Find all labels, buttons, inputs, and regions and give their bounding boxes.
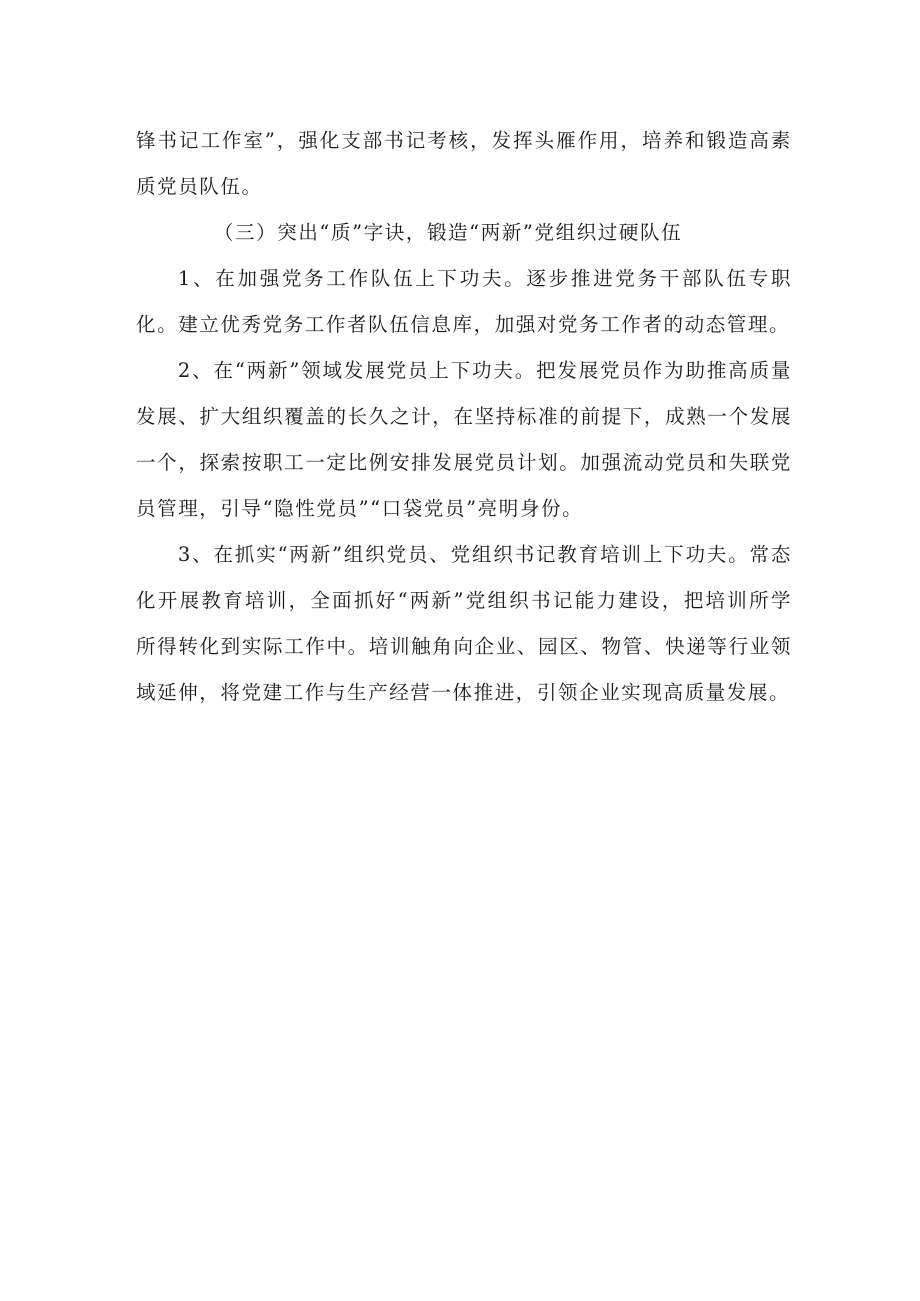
section-heading-three: （三）突出“质”字诀，锻造“两新”党组织过硬队伍 — [213, 221, 683, 244]
document-body — [136, 118, 792, 716]
item-paragraph-2: 2、在“两新”领域发展党员上下功夫。把发展党员作为助推高质量发展、扩大组织覆盖的长久之计，在坚持标准的前提下，成熟一个发展一个，探索按职工一定比例安排发展党员计划。加强流动党员和失联党员管理，引导“隐性党员”“口袋党员”亮明身份。 — [136, 359, 792, 520]
item-paragraph-1: 1、在加强党务工作队伍上下功夫。逐步推进党务干部队伍专职化。建立优秀党务工作者队伍信息库，加强对党务工作者的动态管理。 — [136, 267, 792, 336]
item-paragraph-3: 3、在抓实“两新”组织党员、党组织书记教育培训上下功夫。常态化开展教育培训，全面抓好“两新”党组织书记能力建设，把培训所学所得转化到实际工作中。培训触角向企业、园区、物管、快递等行业领域延伸，将党建工作与生产经营一体推进，引领企业实现高质量发展。 — [136, 543, 792, 704]
continuation-paragraph: 锋书记工作室”，强化支部书记考核，发挥头雁作用，培养和锻造高素质党员队伍。 — [136, 129, 792, 198]
